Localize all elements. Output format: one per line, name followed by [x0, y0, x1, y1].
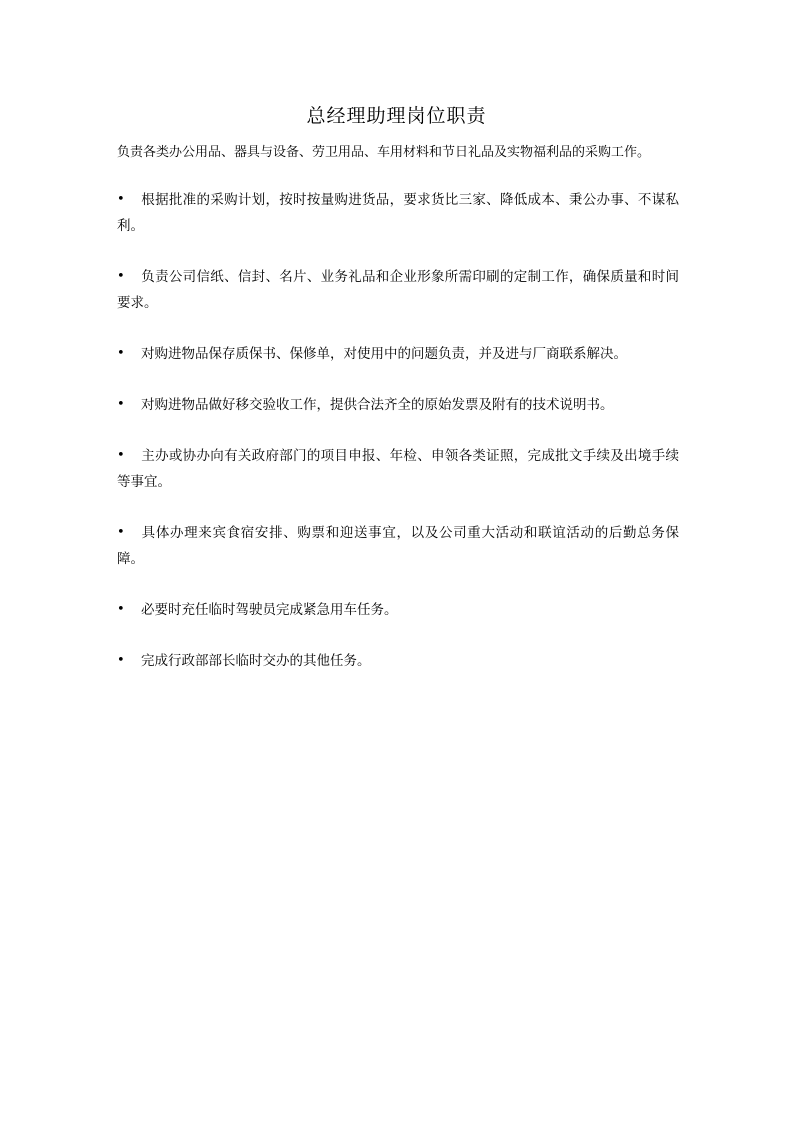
bullet-icon: •	[117, 602, 125, 617]
duty-text: 根据批准的采购计划，按时按量购进货品，要求货比三家、降低成本、秉公办事、不谋私利。	[117, 192, 679, 234]
bullet-icon: •	[117, 397, 125, 412]
duty-text: 对购进物品做好移交验收工作，提供合法齐全的原始发票及附有的技术说明书。	[141, 397, 614, 413]
bullet-icon: •	[117, 448, 125, 463]
duty-text: 必要时充任临时驾驶员完成紧急用车任务。	[141, 602, 398, 618]
duty-item	[117, 648, 679, 674]
duty-item	[117, 264, 679, 316]
duty-item	[117, 443, 679, 495]
page-title: 总经理助理岗位职责	[306, 105, 487, 127]
duty-list	[117, 187, 679, 699]
bullet-icon: •	[117, 653, 125, 668]
duty-item	[117, 392, 679, 418]
duty-item	[117, 597, 679, 623]
intro-paragraph: 负责各类办公用品、器具与设备、劳卫用品、车用材料和节日礼品及实物福利品的采购工作。	[117, 145, 651, 160]
duty-item	[117, 187, 679, 239]
bullet-icon: •	[117, 269, 125, 284]
bullet-icon: •	[117, 525, 125, 540]
duty-text: 完成行政部部长临时交办的其他任务。	[141, 653, 371, 669]
duty-item	[117, 520, 679, 572]
duty-item	[117, 341, 679, 367]
duty-text: 具体办理来宾食宿安排、购票和迎送事宜，以及公司重大活动和联谊活动的后勤总务保障。	[117, 525, 679, 567]
duty-text: 主办或协办向有关政府部门的项目申报、年检、申领各类证照，完成批文手续及出境手续 等事宜。	[117, 448, 679, 490]
bullet-icon: •	[117, 192, 125, 207]
duty-text: 对购进物品保存质保书、保修单，对使用中的问题负责，并及进与厂商联系解决。	[141, 346, 627, 362]
bullet-icon: •	[117, 346, 125, 361]
duty-text: 负责公司信纸、信封、名片、业务礼品和企业形象所需印刷的定制工作，确保质量和时间要求。	[117, 269, 679, 311]
